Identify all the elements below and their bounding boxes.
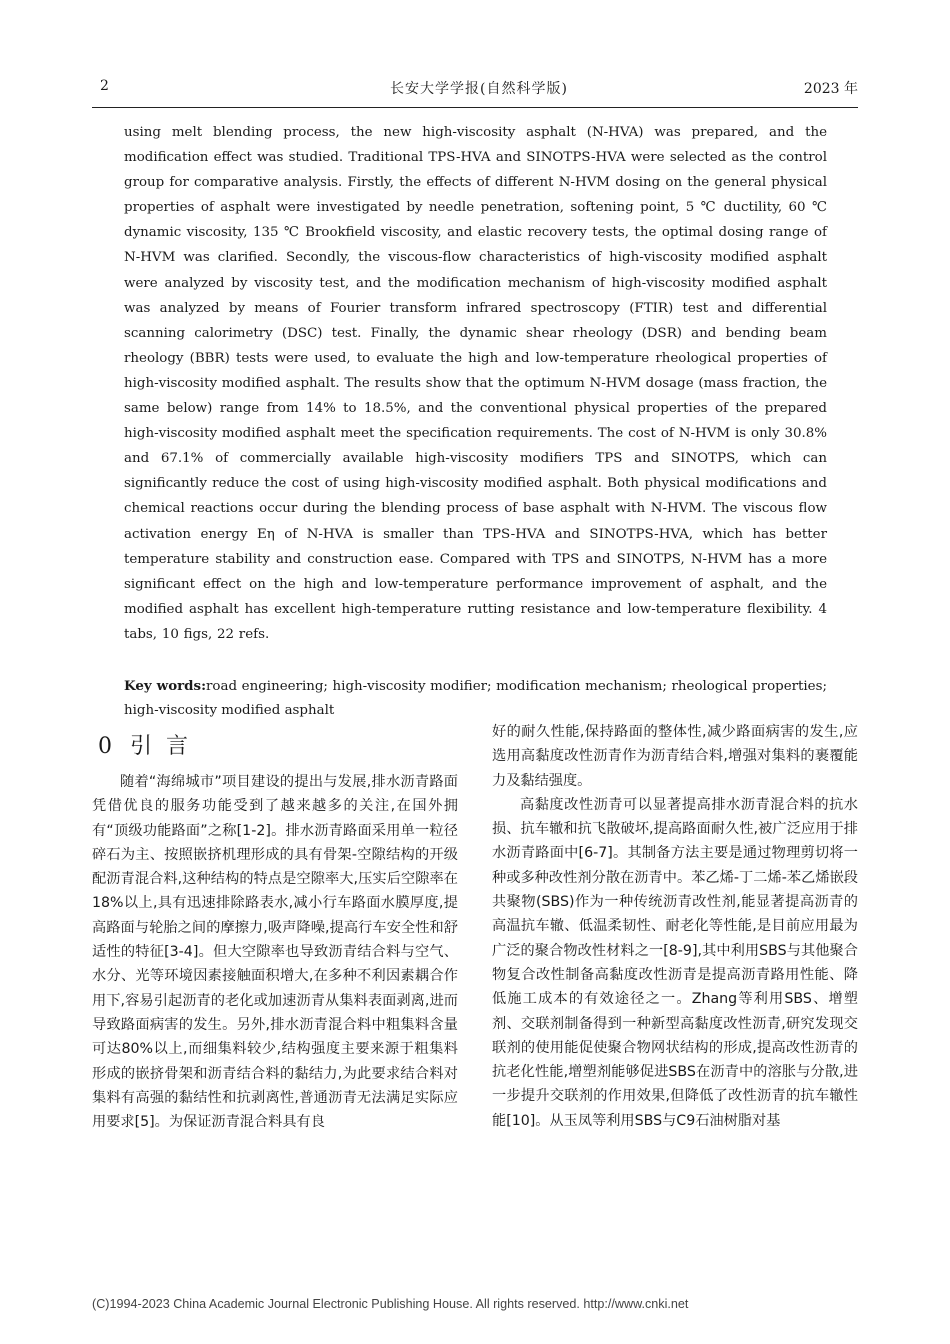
page-number: 2 bbox=[100, 78, 109, 94]
paragraph: 高黏度改性沥青可以显著提高排水沥青混合料的抗水损、抗车辙和抗飞散破坏,提高路面耐久性,被广泛应用于排水沥青路面中[6-7]。其制备方法主要是通过物理剪切将一种或多种改性剂分散在沥青中。苯乙烯-丁二烯-苯乙烯嵌段共聚物(SBS)作为一种传统沥青改性剂,能显著提高沥青的高温抗车辙、低温柔韧性、耐老化等性能,是目前应用最为广泛的聚合物改性材料之一[8-9],其中利用SBS与其他聚合物复合改性制备高黏度改性沥青是提高沥青路用性能、降低施工成本的有效途径之一。Zhang等利用SBS、增塑剂、交联剂制备得到一种新型高黏度改性沥青,研究发现交联剂的使用能促使聚合物网状结构的形成,提高改性沥青的抗老化性能,增塑剂能够促进SBS在沥青中的溶胀与分散,进一步提升交联剂的作用效果,但降低了改性沥青的抗车辙性能[10]。从玉凤等利用SBS与C9石油树脂对基 bbox=[492, 796, 858, 1129]
section-number: 0 bbox=[98, 734, 112, 759]
keywords bbox=[124, 674, 827, 723]
publication-year: 2023 年 bbox=[803, 81, 858, 97]
left-column bbox=[92, 720, 458, 1134]
section-heading bbox=[92, 732, 458, 762]
running-header bbox=[100, 78, 858, 102]
copyright-footer: (C)1994-2023 China Academic Journal Electronic Publishing House. All rights reserved. http://www.cnki.net bbox=[92, 1297, 689, 1311]
keywords-label: Key words: bbox=[124, 678, 207, 694]
paragraph-continued: 好的耐久性能,保持路面的整体性,减少路面病害的发生,应选用高黏度改性沥青作为沥青结合料,增强对集料的裹覆能力及黏结强度。 bbox=[492, 724, 858, 789]
keywords-text: road engineering; high-viscosity modifier; modification mechanism; rheological properties; high-viscosity modified asphalt bbox=[124, 679, 827, 718]
english-abstract: using melt blending process, the new high-viscosity asphalt (N-HVA) was prepared, and the modification effect was studied. Traditional TPS-HVA and SINOTPS-HVA were selected as the control group for comparative analysis. Firstly, the effects of different N-HVM dosing on the general physical properties of asphalt were investigated by needle penetration, softening point, 5 ℃ ductility, 60 ℃ dynamic viscosity, 135 ℃ Brookfield viscosity, and elastic recovery tests, the optimal dosing range of N-HVM was clarified. Secondly, the viscous-flow characteristics of high-viscosity modified asphalt were analyzed by viscosity test, and the modification mechanism of high-viscosity modified asphalt was analyzed by means of Fourier transform infrared spectroscopy (FTIR) test and differential scanning calorimetry (DSC) test. Finally, the dynamic shear rheology (DSR) and bending beam rheology (BBR) tests were used, to evaluate the high and low-temperature rheological properties of high-viscosity modified asphalt. The results show that the optimum N-HVM dosage (mass fraction, the same below) range from 14% to 18.5%, and the conventional physical properties of the prepared high-viscosity modified asphalt meet the specification requirements. The cost of N-HVM is only 30.8% and 67.1% of commercially available high-viscosity modifiers TPS and SINOTPS, which can significantly reduce the cost of using high-viscosity modified asphalt. Both physical modifications and chemical reactions occur during the blending process of base asphalt with N-HVM. The viscous flow activation energy Eη of N-HVA is smaller than TPS-HVA and SINOTPS-HVA, which has better temperature stability and construction ease. Compared with TPS and SINOTPS, N-HVM has a more significant effect on the high and low-temperature performance improvement of asphalt, and the modified asphalt has excellent high-temperature rutting resistance and low-temperature flexibility. 4 tabs, 10 figs, 22 refs. bbox=[124, 125, 827, 642]
journal-title: 长安大学学报(自然科学版) bbox=[390, 81, 568, 97]
header-rule bbox=[92, 107, 858, 108]
section-title: 引言 bbox=[130, 734, 203, 759]
right-column bbox=[492, 720, 858, 1133]
paragraph: 随着“海绵城市”项目建设的提出与发展,排水沥青路面凭借优良的服务功能受到了越来越多的关注,在国外拥有“顶级功能路面”之称[1-2]。排水沥青路面采用单一粒径碎石为主、按照嵌挤机理形成的具有骨架-空隙结构的开级配沥青混合料,这种结构的特点是空隙率大,压实后空隙率在18%以上,具有迅速排除路表水,减小行车路面水膜厚度,提高路面与轮胎之间的摩擦力,吸声降噪,提高行车安全性和舒适性的特征[3-4]。但大空隙率也导致沥青结合料与空气、水分、光等环境因素接触面积增大,在多种不利因素耦合作用下,容易引起沥青的老化或加速沥青从集料表面剥离,进而导致路面病害的发生。另外,排水沥青混合料中粗集料含量可达80%以上,而细集料较少,结构强度主要来源于粗集料形成的嵌挤骨架和沥青结合料的黏结力,为此要求结合料对集料有高强的黏结性和抗剥离性,普通沥青无法满足实际应用要求[5]。为保证沥青混合料具有良 bbox=[92, 774, 458, 1131]
